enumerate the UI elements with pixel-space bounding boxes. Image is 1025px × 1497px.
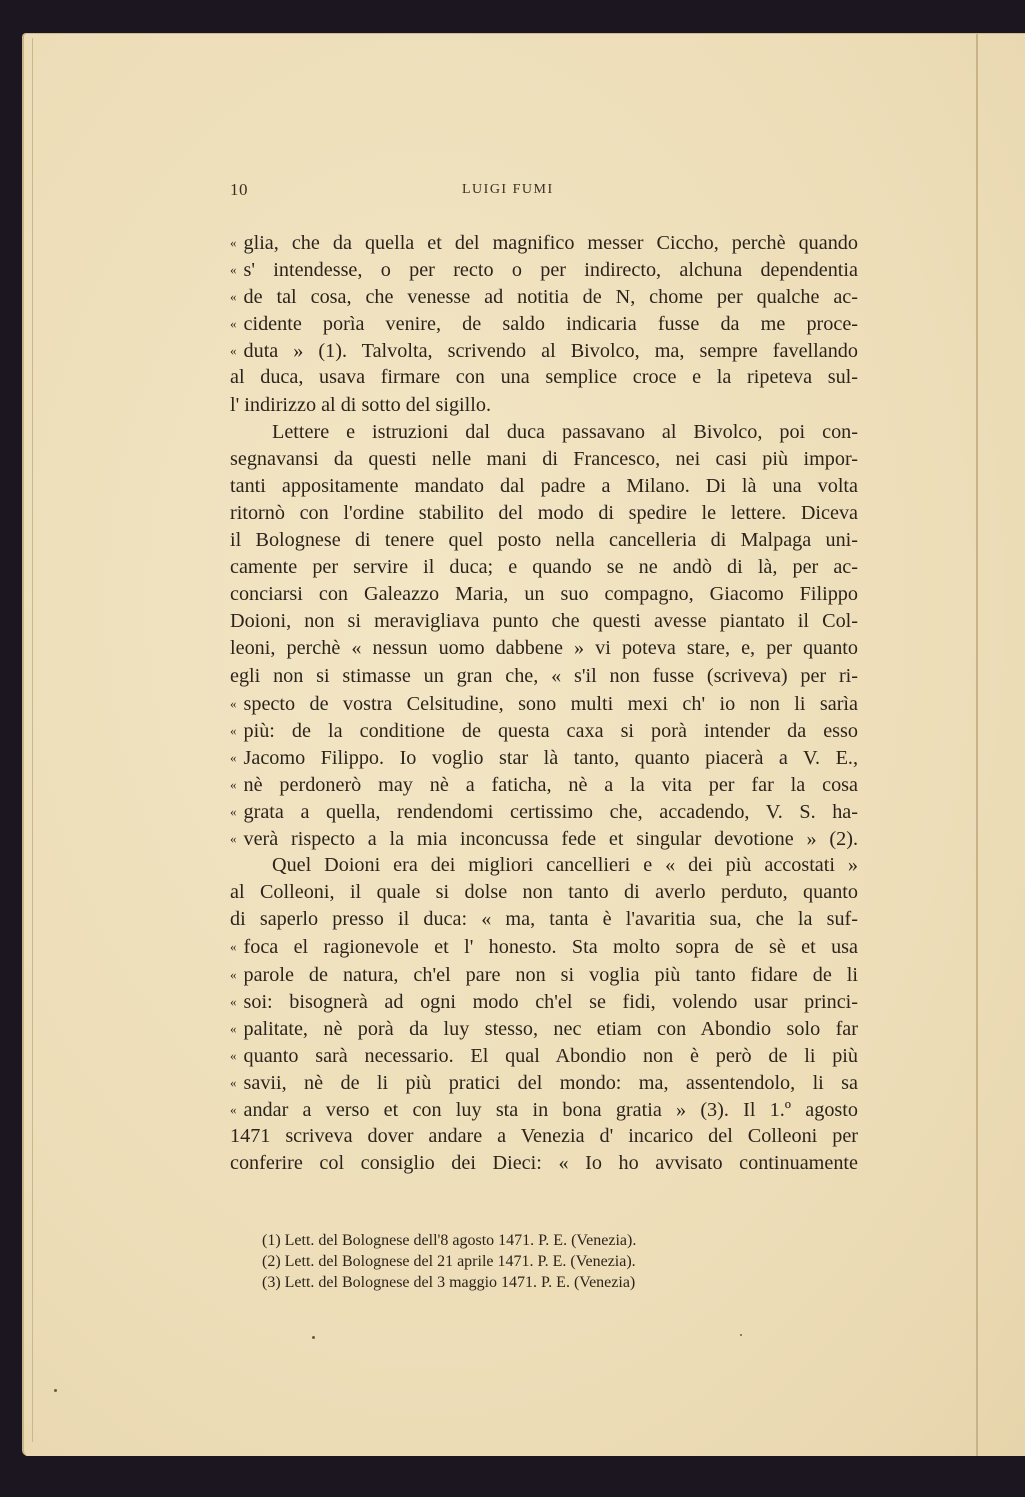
text-line <box>230 1123 858 1150</box>
quote-mark: « <box>230 262 237 278</box>
text-line-content: verà rispecto a la mia inconcussa fede et singular devotione » (2). <box>243 828 858 851</box>
paper-speck <box>312 1336 315 1339</box>
quote-mark: « <box>230 803 237 819</box>
text-line-content: segnavansi da questi nelle mani di Francesco, nei casi più impor- <box>230 447 858 470</box>
text-line <box>230 906 858 933</box>
quote-mark: « <box>230 722 237 738</box>
text-line <box>230 879 858 906</box>
text-line-content: egli non si stimasse un gran che, « s'il non fusse (scriveva) per ri- <box>230 664 858 687</box>
text-line-content: glia, che da quella et del magnifico messer Ciccho, perchè quando <box>243 232 858 254</box>
quote-mark: « <box>230 776 237 792</box>
text-line-content: leoni, perchè « nessun uomo dabbene » vi poteva stare, e, per quanto <box>230 637 858 660</box>
text-line-content: cidente porìa venire, de saldo indicaria fusse da me proce- <box>243 313 858 336</box>
text-line <box>230 608 858 635</box>
text-line-content: al duca, usava firmare con una semplice croce e la ripeteva sul- <box>230 366 858 389</box>
text-line <box>230 1042 858 1069</box>
text-line-content: Jacomo Filippo. Io voglio star là tanto, quanto piacerà a V. E., <box>243 746 858 769</box>
text-line <box>230 527 858 554</box>
footnote-1: (1) Lett. del Bolognese dell'8 agosto 1471. P. E. (Venezia). <box>262 1232 637 1249</box>
page-fold-gutter <box>976 34 978 1456</box>
text-line <box>230 419 858 446</box>
text-line-content: più: de la conditione de questa caxa si porà intender da esso <box>243 719 858 742</box>
text-line <box>230 392 858 419</box>
text-line <box>230 1069 858 1096</box>
text-line <box>230 744 858 771</box>
text-line-content: il Bolognese di tenere quel posto nella cancelleria di Malpaga uni- <box>230 529 858 552</box>
text-line-content: andar a verso et con luy sta in bona gratia » (3). Il 1.º agosto <box>243 1099 858 1121</box>
footnote-3: (3) Lett. del Bolognese del 3 maggio 1471. P. E. (Venezia) <box>262 1274 636 1291</box>
text-line-content: savii, nè de li più pratici del mondo: ma, assentendolo, li sa <box>243 1071 858 1094</box>
text-line <box>230 446 858 473</box>
quote-mark: « <box>230 343 237 359</box>
text-line <box>230 337 858 364</box>
text-line-content: foca el ragionevole et l' honesto. Sta molto sopra de sè et usa <box>243 936 858 959</box>
quote-mark: « <box>230 1047 237 1063</box>
running-title: LUIGI FUMI <box>462 182 554 197</box>
text-line <box>230 1015 858 1042</box>
text-line <box>230 933 858 960</box>
text-line <box>230 961 858 988</box>
text-line <box>230 500 858 527</box>
text-line-content: Quel Doioni era dei migliori cancellieri e « dei più accostati » <box>272 854 858 877</box>
page-edge-line <box>32 38 33 1442</box>
text-line <box>230 663 858 690</box>
text-line <box>230 771 858 798</box>
quote-mark: « <box>230 1074 237 1090</box>
text-line <box>230 256 858 283</box>
text-line-content: de tal cosa, che venesse ad notitia de N, chome per qualche ac- <box>243 286 858 309</box>
text-line <box>230 473 858 500</box>
quote-mark: « <box>230 1020 237 1036</box>
text-line-content: conciarsi con Galeazzo Maria, un suo compagno, Giacomo Filippo <box>230 583 858 606</box>
text-line <box>230 717 858 744</box>
book-page <box>22 33 1025 1456</box>
text-line-content: Doioni, non si meravigliava punto che questi avesse piantato il Col- <box>230 610 858 633</box>
text-line <box>230 690 858 717</box>
text-line <box>230 554 858 581</box>
text-line-content: soi: bisognerà ad ogni modo ch'el se fidi, volendo usar princi- <box>243 990 858 1013</box>
text-line-content: ritornò con l'ordine stabilito del modo di spedire le lettere. Diceva <box>230 501 858 524</box>
page-number: 10 <box>230 180 248 199</box>
text-line <box>230 798 858 825</box>
quote-mark: « <box>230 235 237 250</box>
quote-mark: « <box>230 966 237 982</box>
text-line-content: quanto sarà necessario. El qual Abondio non è però de li più <box>243 1044 858 1067</box>
text-line <box>230 364 858 391</box>
text-line <box>230 1096 858 1123</box>
paper-speck <box>740 1334 742 1336</box>
footnote-2: (2) Lett. del Bolognese del 21 aprile 1471. P. E. (Venezia). <box>262 1253 636 1270</box>
text-line-content: s' intendesse, o per recto o per indirecto, alchuna dependentia <box>243 259 858 282</box>
running-head <box>24 180 1025 210</box>
text-line-content: specto de vostra Celsitudine, sono multi mexi ch' io non li sarìa <box>243 692 858 715</box>
text-line-content: camente per servire il duca; e quando se ne andò di là, per ac- <box>230 556 858 579</box>
body-text <box>230 229 858 1177</box>
text-line-content: di saperlo presso il duca: « ma, tanta è l'avaritia sua, che la suf- <box>230 908 858 931</box>
quote-mark: « <box>230 316 237 332</box>
quote-mark: « <box>230 831 237 847</box>
quote-mark: « <box>230 1102 237 1117</box>
text-line <box>230 988 858 1015</box>
footnotes <box>262 1230 782 1293</box>
quote-mark: « <box>230 939 237 955</box>
text-line-content: palitate, nè porà da luy stesso, nec etiam con Abondio solo far <box>243 1017 858 1040</box>
quote-mark: « <box>230 749 237 765</box>
text-line-content: tanti appositamente mandato dal padre a Milano. Di là una volta <box>230 474 858 497</box>
text-line <box>230 229 858 256</box>
quote-mark: « <box>230 695 237 711</box>
text-line <box>230 852 858 879</box>
text-line <box>230 283 858 310</box>
text-line-content: Lettere e istruzioni dal duca passavano al Bivolco, poi con- <box>272 420 858 443</box>
text-line <box>230 635 858 662</box>
text-line <box>230 310 858 337</box>
paper-speck <box>54 1389 57 1392</box>
text-line-content: conferire col consiglio dei Dieci: « Io ho avvisato continuamente <box>230 1152 858 1175</box>
quote-mark: « <box>230 289 237 305</box>
text-line-content: grata a quella, rendendomi certissimo che, accadendo, V. S. ha- <box>243 800 858 823</box>
text-line-content: duta » (1). Talvolta, scrivendo al Bivolco, ma, sempre favellando <box>243 340 858 363</box>
text-line <box>230 1150 858 1177</box>
text-line-content: l' indirizzo al di sotto del sigillo. <box>230 393 491 416</box>
text-line-content: parole de natura, ch'el pare non si voglia più tanto fidare de li <box>243 963 858 986</box>
text-line <box>230 581 858 608</box>
quote-mark: « <box>230 993 237 1009</box>
text-line-content: al Colleoni, il quale si dolse non tanto di averlo perduto, quanto <box>230 881 858 904</box>
text-line-content: nè perdonerò may nè a faticha, nè a la vita per far la cosa <box>243 773 858 796</box>
text-line <box>230 825 858 852</box>
text-line-content: 1471 scriveva dover andare a Venezia d' incarico del Colleoni per <box>230 1125 858 1148</box>
